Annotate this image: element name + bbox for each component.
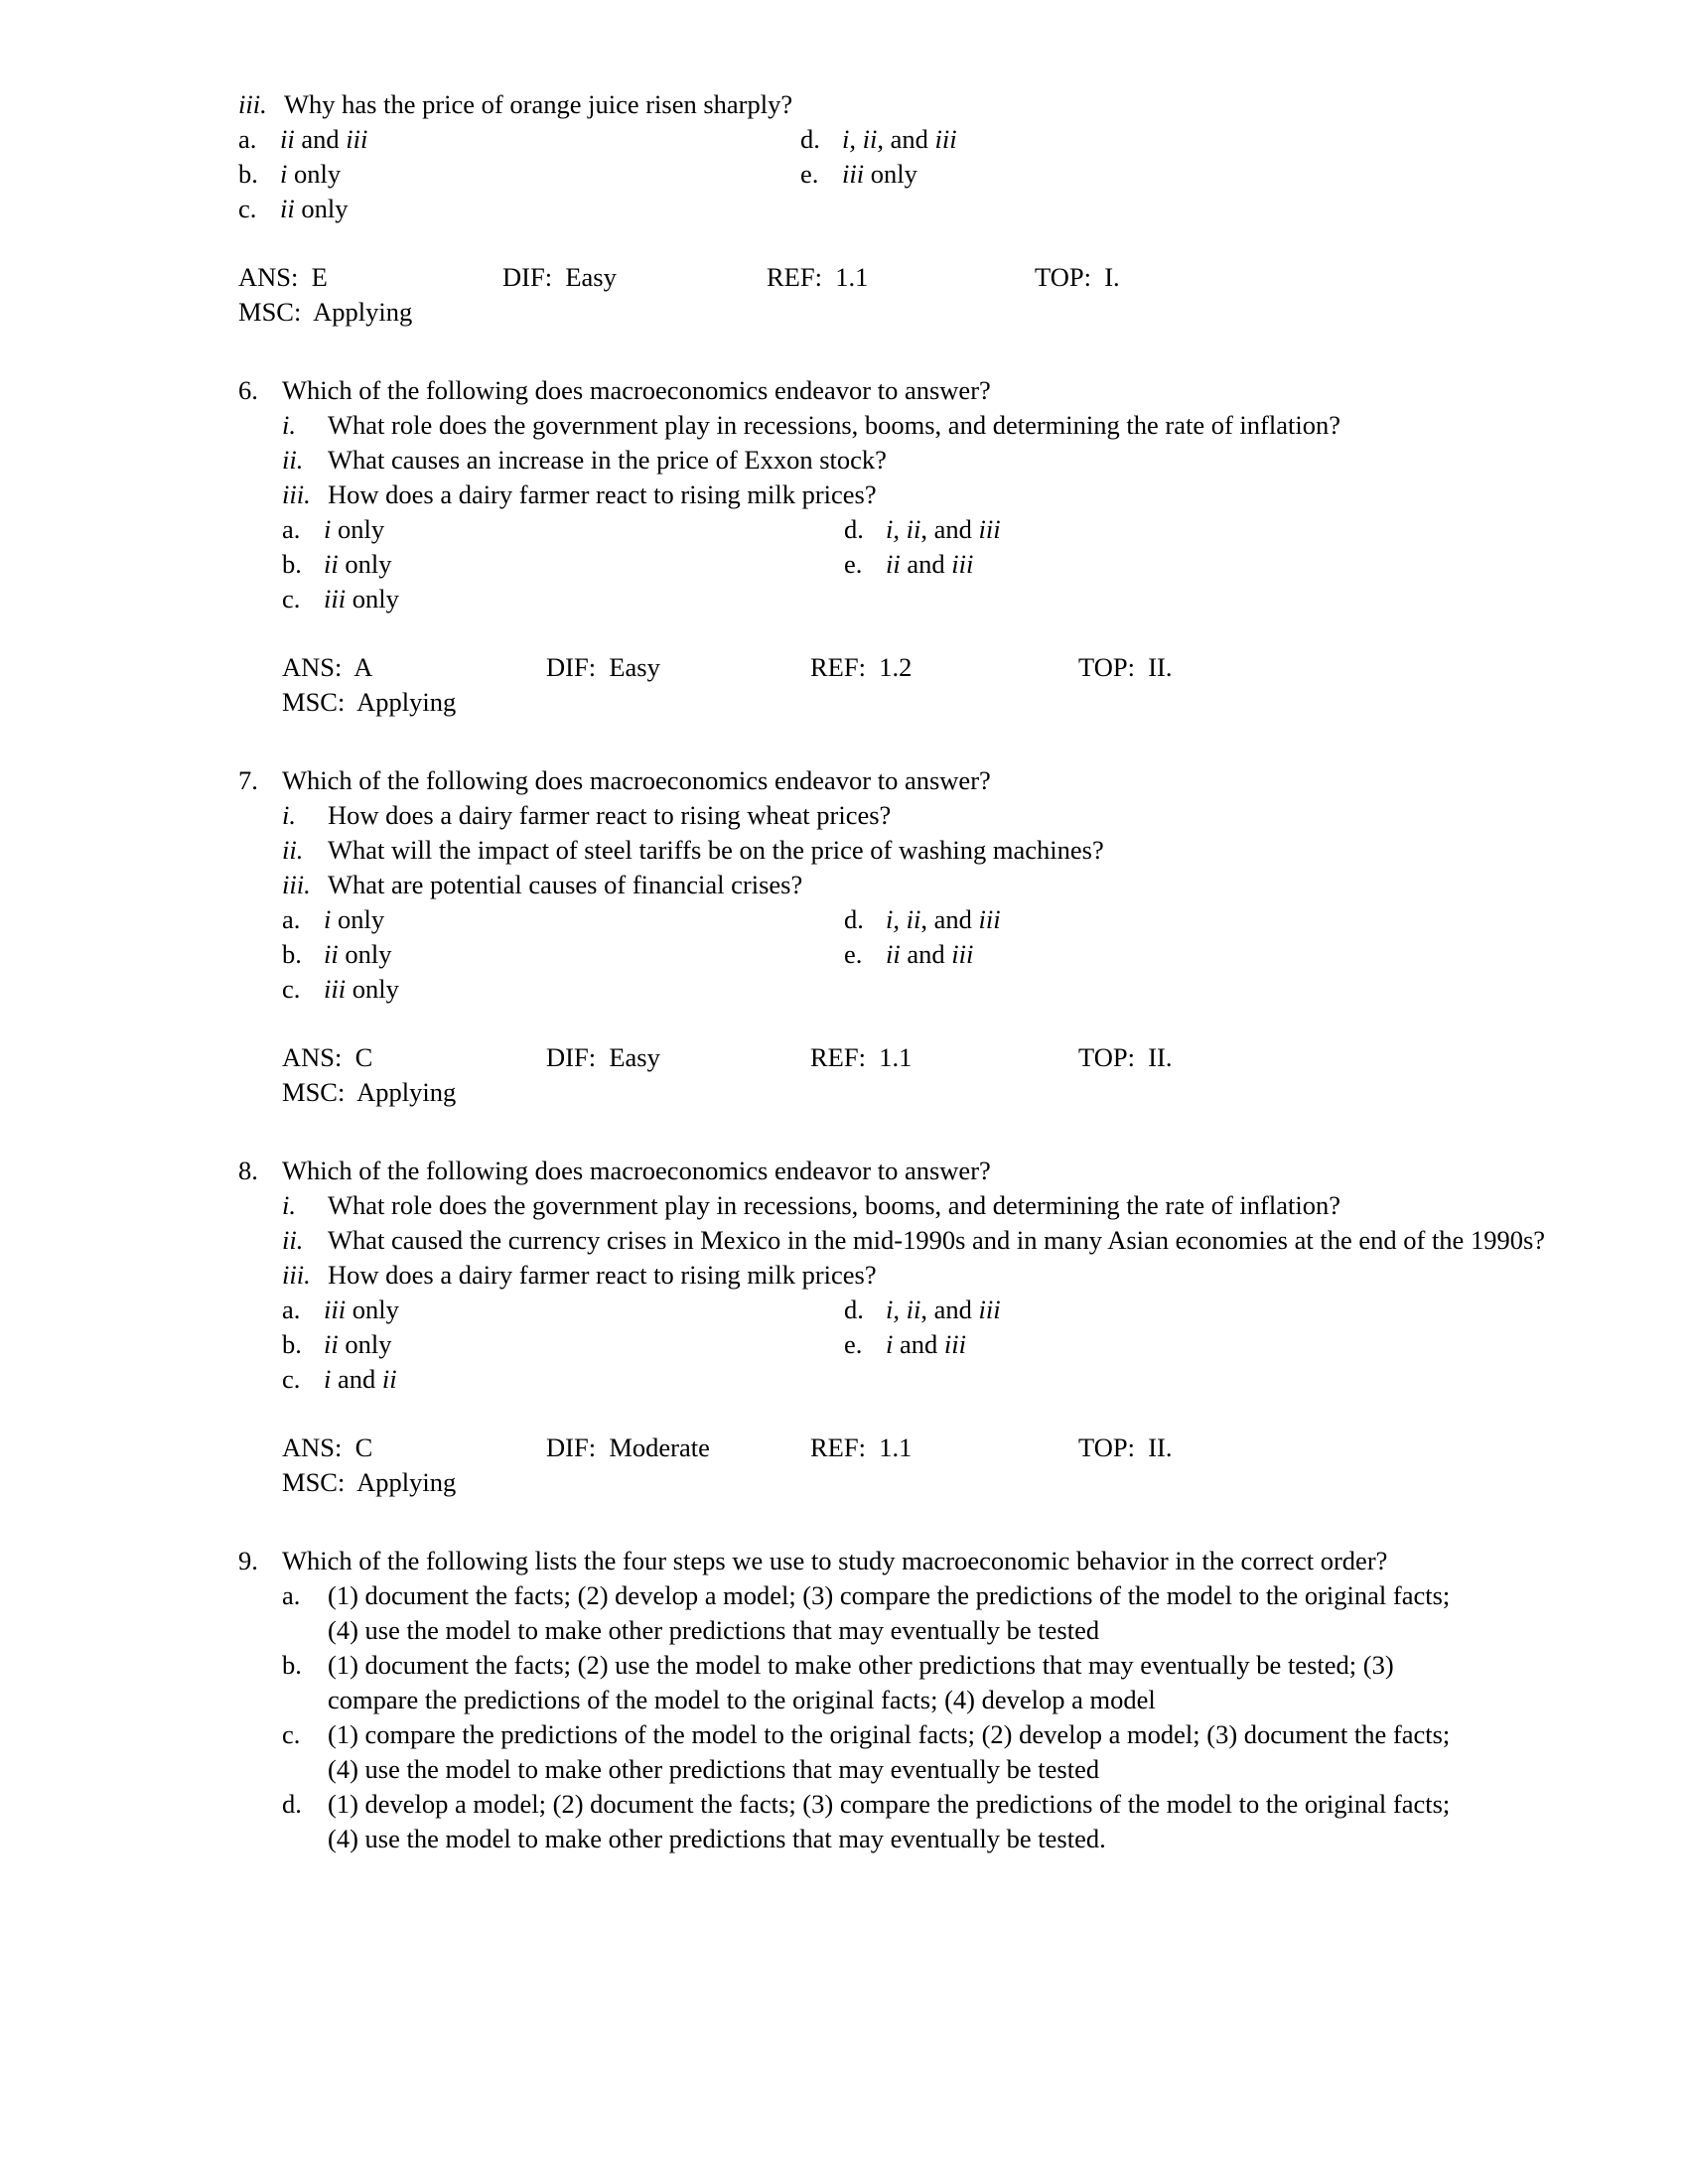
msc-label: MSC: — [282, 1077, 346, 1107]
option-text — [886, 1293, 1340, 1327]
dif-value: Easy — [565, 262, 617, 292]
option-italic-pre: i — [886, 1329, 894, 1359]
option-e[interactable] — [844, 1327, 1340, 1362]
option-row — [282, 512, 1549, 547]
ans-label: ANS: — [282, 1042, 343, 1072]
option-plain-mid: only — [331, 904, 385, 934]
question-stem-row — [238, 763, 1549, 798]
dif-label: DIF: — [546, 1433, 597, 1462]
spacer — [238, 720, 1549, 763]
dif-field — [502, 260, 617, 295]
option-text — [324, 902, 844, 937]
option-a[interactable] — [282, 1293, 844, 1327]
option-c[interactable] — [238, 192, 800, 226]
option-label: b. — [282, 1650, 302, 1680]
option-plain-mid: and — [331, 1364, 382, 1394]
answer-meta-block — [238, 260, 1549, 330]
roman-item — [282, 1188, 1549, 1223]
option-label: a. — [282, 514, 301, 544]
option-text — [324, 1293, 844, 1327]
option-text — [842, 157, 1297, 192]
option-plain-mid: and — [294, 124, 347, 154]
option-row — [282, 1293, 1549, 1327]
option-plain-mid: only — [346, 584, 399, 614]
dif-field — [546, 650, 660, 685]
option-italic-pre: iii — [842, 159, 865, 189]
q9-option-d[interactable] — [282, 1787, 1549, 1856]
ref-label: REF: — [810, 1433, 866, 1462]
msc-label: MSC: — [238, 297, 302, 327]
option-d[interactable] — [844, 1293, 1340, 1327]
msc-label: MSC: — [282, 1467, 346, 1497]
msc-value: Applying — [356, 1077, 457, 1107]
option-row — [282, 972, 1549, 1007]
option-label: b. — [282, 939, 302, 969]
option-italic-pre: ii — [886, 549, 901, 579]
option-italic-post: iii — [943, 1329, 966, 1359]
option-italic-pre: i, ii — [886, 904, 921, 934]
question-stem: Which of the following does macroeconomics endeavor to answer? — [282, 765, 991, 795]
spacer — [238, 1007, 1549, 1040]
roman-item — [282, 478, 1549, 512]
roman-text: How does a dairy farmer react to rising milk prices? — [328, 1260, 877, 1290]
roman-item — [282, 833, 1549, 868]
option-label: a. — [282, 1580, 301, 1610]
option-italic-pre: i, ii — [842, 124, 878, 154]
option-label: c. — [238, 194, 257, 223]
option-e[interactable] — [844, 937, 1340, 972]
option-b[interactable] — [282, 1327, 844, 1362]
option-label: d. — [844, 514, 864, 544]
roman-text: How does a dairy farmer react to rising wheat prices? — [328, 800, 892, 830]
answer-meta-block — [282, 650, 1549, 720]
option-italic-pre: i — [324, 904, 332, 934]
option-plain-mid: , and — [877, 124, 935, 154]
roman-item — [282, 408, 1549, 443]
roman-text: What role does the government play in recessions, booms, and determining the rate of inflation? — [328, 410, 1340, 440]
option-italic-post: iii — [346, 124, 368, 154]
option-italic-pre: ii — [324, 939, 339, 969]
option-label: d. — [844, 904, 864, 934]
option-italic-pre: i, ii — [886, 514, 921, 544]
ans-label: ANS: — [238, 262, 299, 292]
option-row — [238, 192, 1549, 226]
option-plain-mid: only — [346, 974, 399, 1004]
top-label: TOP: — [1078, 1433, 1135, 1462]
question-block — [238, 1154, 1549, 1500]
option-grid — [238, 122, 1549, 226]
option-text — [324, 972, 844, 1007]
answer-meta-row — [282, 1431, 1549, 1465]
option-plain-mid: only — [287, 159, 342, 189]
option-italic-pre: ii — [324, 1329, 339, 1359]
option-label: a. — [282, 904, 301, 934]
option-italic-post: iii — [951, 939, 974, 969]
option-text — [886, 937, 1340, 972]
roman-item — [282, 868, 1549, 902]
dif-label: DIF: — [546, 1042, 597, 1072]
q9-option-list — [238, 1578, 1549, 1856]
option-italic-post: iii — [978, 904, 1001, 934]
option-italic-pre: iii — [324, 584, 347, 614]
top-label: TOP: — [1078, 1042, 1135, 1072]
answer-meta-row — [282, 650, 1549, 685]
roman-item — [282, 1258, 1549, 1293]
option-italic-post: iii — [951, 549, 974, 579]
roman-item — [282, 443, 1549, 478]
option-italic-post: iii — [978, 1295, 1001, 1324]
roman-label: iii. — [282, 479, 311, 509]
option-a[interactable] — [282, 512, 844, 547]
option-label: c. — [282, 1719, 301, 1749]
dif-value: Easy — [609, 1042, 660, 1072]
top-value: II. — [1148, 1433, 1173, 1462]
roman-label: ii. — [282, 445, 304, 475]
option-label: c. — [282, 974, 301, 1004]
top-field — [1078, 1040, 1172, 1075]
option-b[interactable] — [282, 547, 844, 582]
option-italic-pre: i, ii — [886, 1295, 921, 1324]
spacer — [238, 330, 1549, 373]
option-row — [282, 937, 1549, 972]
top-label: TOP: — [1035, 262, 1091, 292]
roman-label: iii. — [282, 1260, 311, 1290]
option-label: b. — [282, 549, 302, 579]
ref-value: 1.1 — [835, 262, 869, 292]
ans-field — [238, 260, 328, 295]
ans-label: ANS: — [282, 1433, 343, 1462]
option-d[interactable] — [844, 512, 1340, 547]
option-plain-mid: only — [294, 194, 349, 223]
question-block-5-tail — [238, 87, 1549, 330]
question-number: 6. — [238, 375, 258, 405]
option-italic-post: iii — [978, 514, 1001, 544]
option-label: e. — [844, 1329, 863, 1359]
ref-value: 1.2 — [879, 652, 913, 682]
option-row — [282, 582, 1549, 616]
dif-field — [546, 1040, 660, 1075]
answer-meta-row — [238, 260, 1549, 295]
option-e[interactable] — [800, 157, 1297, 192]
questions-list — [238, 373, 1549, 1544]
option-plain-mid: only — [864, 159, 917, 189]
option-text — [280, 122, 800, 157]
option-text — [324, 1327, 844, 1362]
option-italic-pre: ii — [280, 194, 295, 223]
option-row — [238, 122, 1549, 157]
option-italic-pre: i — [324, 514, 332, 544]
dif-value: Easy — [609, 652, 660, 682]
option-text — [324, 582, 844, 616]
option-grid — [282, 1293, 1549, 1397]
option-plain-mid: and — [900, 549, 952, 579]
answer-meta-block — [282, 1431, 1549, 1500]
option-d[interactable] — [844, 902, 1340, 937]
question-stem-row — [238, 1154, 1549, 1188]
option-text — [886, 1327, 1340, 1362]
option-italic-pre: iii — [324, 974, 347, 1004]
ans-value: C — [354, 1433, 373, 1462]
option-text: (1) compare the predictions of the model to the original facts; (2) develop a model; (3) document the facts; (4) use the model to make other predictions that may eventually be tested — [328, 1719, 1451, 1784]
ref-field — [810, 1040, 912, 1075]
ref-label: REF: — [767, 262, 822, 292]
roman-text: What caused the currency crises in Mexico in the mid-1990s and in many Asian economies at the end of the 1990s? — [328, 1225, 1546, 1255]
option-row — [282, 1362, 1549, 1397]
option-d[interactable] — [800, 122, 1297, 157]
option-row — [238, 157, 1549, 192]
option-label: e. — [844, 549, 863, 579]
answer-meta-block — [282, 1040, 1549, 1110]
question-block — [238, 373, 1549, 720]
option-plain-mid: and — [893, 1329, 944, 1359]
msc-field — [282, 1075, 456, 1110]
question-stem: Which of the following does macroeconomics endeavor to answer? — [282, 375, 991, 405]
roman-label: iii. — [282, 870, 311, 899]
ref-label: REF: — [810, 652, 866, 682]
dif-label: DIF: — [502, 262, 553, 292]
q9-option-c[interactable] — [282, 1717, 1549, 1787]
option-italic-pre: ii — [324, 549, 339, 579]
roman-text: How does a dairy farmer react to rising milk prices? — [328, 479, 877, 509]
ref-label: REF: — [810, 1042, 866, 1072]
option-italic-pre: i — [324, 1364, 332, 1394]
option-row — [282, 1327, 1549, 1362]
option-text: (1) document the facts; (2) develop a model; (3) compare the predictions of the model to the original facts; (4) use the model to make other predictions that may eventually be tested — [328, 1580, 1451, 1645]
spacer — [238, 1397, 1549, 1431]
roman-text: What causes an increase in the price of Exxon stock? — [328, 445, 887, 475]
top-value: II. — [1148, 652, 1173, 682]
q9-option-b[interactable] — [282, 1648, 1549, 1717]
option-label: b. — [282, 1329, 302, 1359]
option-plain-mid: only — [338, 939, 392, 969]
question-stem: Which of the following lists the four steps we use to study macroeconomic behavior in the correct order? — [282, 1546, 1388, 1575]
spacer — [238, 1110, 1549, 1154]
ans-value: E — [311, 262, 328, 292]
option-label: e. — [844, 939, 863, 969]
option-text: (1) develop a model; (2) document the facts; (3) compare the predictions of the model to the original facts; (4) use the model to make other predictions that may eventually be tested. — [328, 1789, 1451, 1853]
option-text — [280, 192, 800, 226]
top-field — [1078, 1431, 1172, 1465]
question-number: 7. — [238, 765, 258, 795]
option-plain-mid: only — [338, 1329, 392, 1359]
msc-value: Applying — [356, 1467, 457, 1497]
option-plain-mid: only — [346, 1295, 399, 1324]
top-value: II. — [1148, 1042, 1173, 1072]
answer-meta-row — [282, 1040, 1549, 1075]
option-row — [282, 547, 1549, 582]
roman-item — [282, 798, 1549, 833]
roman-label: iii. — [238, 89, 267, 119]
option-italic-pre: ii — [886, 939, 901, 969]
q9-option-a[interactable] — [282, 1578, 1549, 1648]
ref-field — [810, 650, 912, 685]
spacer — [238, 616, 1549, 650]
roman-text: What will the impact of steel tariffs be on the price of washing machines? — [328, 835, 1104, 865]
top-value: I. — [1104, 262, 1120, 292]
option-label: c. — [282, 1364, 301, 1394]
answer-meta-row — [282, 685, 1549, 720]
top-field — [1078, 650, 1172, 685]
option-label: d. — [844, 1295, 864, 1324]
ans-label: ANS: — [282, 652, 343, 682]
option-label: b. — [238, 159, 258, 189]
option-text — [280, 157, 800, 192]
roman-text: Why has the price of orange juice risen sharply? — [284, 89, 793, 119]
ref-field — [767, 260, 868, 295]
answer-meta-row — [282, 1465, 1549, 1500]
roman-item — [238, 87, 1549, 122]
question-block — [238, 763, 1549, 1110]
option-plain-mid: and — [900, 939, 952, 969]
top-field — [1035, 260, 1120, 295]
option-text — [886, 902, 1340, 937]
option-c[interactable] — [282, 1362, 844, 1397]
ref-value: 1.1 — [879, 1433, 913, 1462]
option-label: d. — [800, 124, 820, 154]
dif-label: DIF: — [546, 652, 597, 682]
option-plain-mid: only — [331, 514, 385, 544]
roman-label: ii. — [282, 835, 304, 865]
roman-text: What role does the government play in recessions, booms, and determining the rate of inflation? — [328, 1190, 1340, 1220]
dif-value: Moderate — [609, 1433, 710, 1462]
question-number: 8. — [238, 1156, 258, 1185]
option-grid — [282, 512, 1549, 616]
question-stem: Which of the following does macroeconomics endeavor to answer? — [282, 1156, 991, 1185]
question-number: 9. — [238, 1546, 258, 1575]
option-a[interactable] — [238, 122, 800, 157]
option-italic-pre: i — [280, 159, 288, 189]
option-label: d. — [282, 1789, 302, 1819]
option-text — [842, 122, 1297, 157]
option-b[interactable] — [238, 157, 800, 192]
msc-field — [282, 685, 456, 720]
option-label: a. — [238, 124, 257, 154]
question-stem-row — [238, 373, 1549, 408]
option-italic-post: ii — [381, 1364, 397, 1394]
option-italic-pre: iii — [324, 1295, 347, 1324]
option-grid — [282, 902, 1549, 1007]
option-e[interactable] — [844, 547, 1340, 582]
option-text — [324, 547, 844, 582]
option-label: e. — [800, 159, 819, 189]
option-label: a. — [282, 1295, 301, 1324]
dif-field — [546, 1431, 710, 1465]
option-row — [282, 902, 1549, 937]
roman-label: i. — [282, 800, 296, 830]
option-text: (1) document the facts; (2) use the model to make other predictions that may eventually be tested; (3) compare the predictions of the model to the original facts; (4) develop a model — [328, 1650, 1394, 1714]
roman-label: i. — [282, 410, 296, 440]
roman-label: i. — [282, 1190, 296, 1220]
option-italic-pre: ii — [280, 124, 295, 154]
spacer — [238, 1500, 1549, 1544]
top-label: TOP: — [1078, 652, 1135, 682]
option-text — [886, 547, 1340, 582]
ref-value: 1.1 — [879, 1042, 913, 1072]
ans-field — [282, 1431, 372, 1465]
option-italic-post: iii — [934, 124, 957, 154]
ans-value: C — [354, 1042, 373, 1072]
msc-field — [282, 1465, 456, 1500]
page-content — [238, 87, 1549, 1856]
ans-value: A — [353, 652, 373, 682]
question-stem-row — [238, 1544, 1549, 1578]
spacer — [238, 226, 1549, 260]
roman-text: What are potential causes of financial crises? — [328, 870, 803, 899]
msc-label: MSC: — [282, 687, 346, 717]
option-label: c. — [282, 584, 301, 614]
roman-label: ii. — [282, 1225, 304, 1255]
roman-item — [282, 1223, 1549, 1258]
msc-field — [238, 295, 412, 330]
ans-field — [282, 650, 372, 685]
question-block-9 — [238, 1544, 1549, 1856]
option-text — [886, 512, 1340, 547]
option-text — [324, 1362, 844, 1397]
option-plain-mid: , and — [920, 1295, 979, 1324]
option-text — [324, 937, 844, 972]
option-text — [324, 512, 844, 547]
option-plain-mid: only — [338, 549, 392, 579]
option-c[interactable] — [282, 582, 844, 616]
ans-field — [282, 1040, 372, 1075]
msc-value: Applying — [356, 687, 457, 717]
option-plain-mid: , and — [920, 514, 979, 544]
option-b[interactable] — [282, 937, 844, 972]
option-c[interactable] — [282, 972, 844, 1007]
msc-value: Applying — [313, 297, 413, 327]
option-a[interactable] — [282, 902, 844, 937]
answer-meta-row — [282, 1075, 1549, 1110]
ref-field — [810, 1431, 912, 1465]
answer-meta-row — [238, 295, 1549, 330]
option-plain-mid: , and — [920, 904, 979, 934]
